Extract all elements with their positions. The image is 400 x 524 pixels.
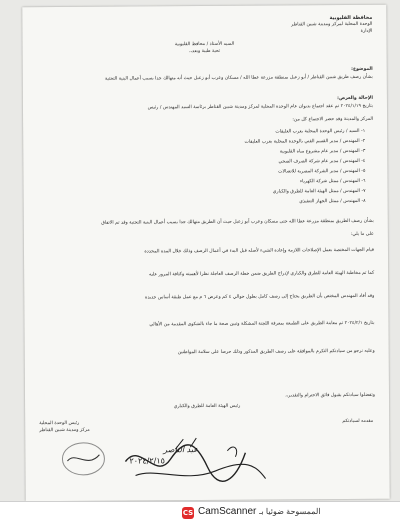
header-department: الإدارة [360, 28, 373, 34]
handwritten-name: عبد الناصر [163, 445, 199, 455]
camscanner-brand: CamScanner [198, 506, 257, 517]
addressee-line: السيد الأستاذ / محافظ القليوبية [174, 41, 235, 48]
attendee-item: ٨- المهندس / ممثل الجهاز التنفيذي [299, 198, 366, 205]
header-unit: الوحدة المحلية لمركز ومدينة شبين القناطر [291, 21, 373, 28]
paragraph: على ما يلي: [350, 231, 374, 237]
scanner-footer [0, 501, 400, 524]
attendee-item: ٦- المهندس / ممثل شركة الكهرباء [299, 178, 366, 185]
paragraph: وعليه نرجو من سيادتكم التكرم بالموافقة على رصف الطريق المذكور وذلك حرصا على سلامة المواطنين [177, 348, 375, 356]
closing-line: وتفضلوا سيادتكم بقبول فائق الاحترام والتقدير،، [285, 392, 376, 399]
attendee-item: ١- السيد / رئيس الوحدة المحلية بعرب العليقات [275, 128, 366, 135]
signature-left-label: رئيس الوحدة المحلية [39, 420, 80, 427]
body-line-1: بتاريخ ٢٠٢٤/١/١٩ تم عقد اجتماع بديوان عام الوحدة المحلية لمركز ومدينة شبين القناطر برئاسة السيد المهندس / رئيس [147, 103, 373, 111]
subject-label: الموضوع: [351, 66, 373, 72]
camscanner-label [198, 506, 321, 517]
attendee-item: ٤- المهندس / مدير عام شركة الصرف الصحي [278, 158, 366, 165]
camscanner-logo-icon: CS [182, 509, 194, 517]
header-governorate: محافظة القليوبية [329, 14, 373, 22]
closing-title: رئيس الهيئة العامة للطرق والكباري [173, 403, 241, 410]
handwritten-date: ٢٠٢٤/٢/١٥ [129, 456, 165, 466]
document-page [22, 5, 389, 502]
attendee-item: ٧- المهندس / ممثل الهيئة العامة للطرق والكباري [272, 188, 366, 195]
body-line-2: المركز والمدينة وقد حضر الاجتماع كل من: [292, 116, 374, 123]
signature-right-label: مقدمه لسيادتكم [342, 418, 374, 425]
paragraph: كما تم مخاطبة الهيئة العامة للطرق والكباري لإدراج الطريق ضمن خطة الرصف العاجلة نظرا لأهميته وكثافة المرور عليه [148, 270, 375, 278]
camscanner-prefix: الممسوحة ضوئيا بـ [259, 507, 321, 516]
attendee-item: ٣- المهندس / مدير عام مشروع مياه القليوبية [279, 148, 366, 155]
greeting-line: تحية طيبة وبعد،، [189, 48, 221, 55]
intro-label: الإحالة والعرض: [337, 95, 373, 102]
paragraph: بشأن رصف الطريق بمنطقة مزرعة عطا الله حتى مسكان وعرب أبو زعبل حيث أن الطريق متهالك جدا بسبب أعمال البنية التحتية وقد تم الاتفاق [101, 218, 374, 226]
attendee-item: ٢- المهندس / مدير القسم الفني بالوحدة المحلية بعرب العليقات [244, 138, 366, 145]
signature-left-place: مركز ومدينة شبين القناطر [39, 427, 90, 434]
attendee-item: ٥- المهندس / مدير الشركة المصرية للاتصالات [278, 168, 366, 175]
paragraph: قيام الجهات المختصة بعمل الإصلاحات اللازمة وإعادة الشيء لأصله قبل البدء في أعمال الرصف وذلك خلال المدة المحددة [144, 247, 375, 255]
paragraph: وقد أفاد المهندس المختص بأن الطريق يحتاج إلى رصف كامل بطول حوالي ٤ كم وعرض ٦ م مع عمل طبقة أساس جديدة [145, 293, 375, 301]
paragraph: بتاريخ ٢٠٢٤/٢/١ تم معاينة الطريق على الطبيعة بمعرفة اللجنة المشكلة وتبين صحة ما جاء بالشكوى المقدمة من الأهالي [149, 320, 375, 328]
stamp-mark [59, 439, 107, 479]
subject-text: بشأن رصف طريق شبين القناطر / أبو زعبل بمنطقة مزرعة عطا الله / مسكان وعرب أبو زعبل حيث أنه متهالك جدا بسبب أعمال البنية التحتية [104, 74, 373, 82]
